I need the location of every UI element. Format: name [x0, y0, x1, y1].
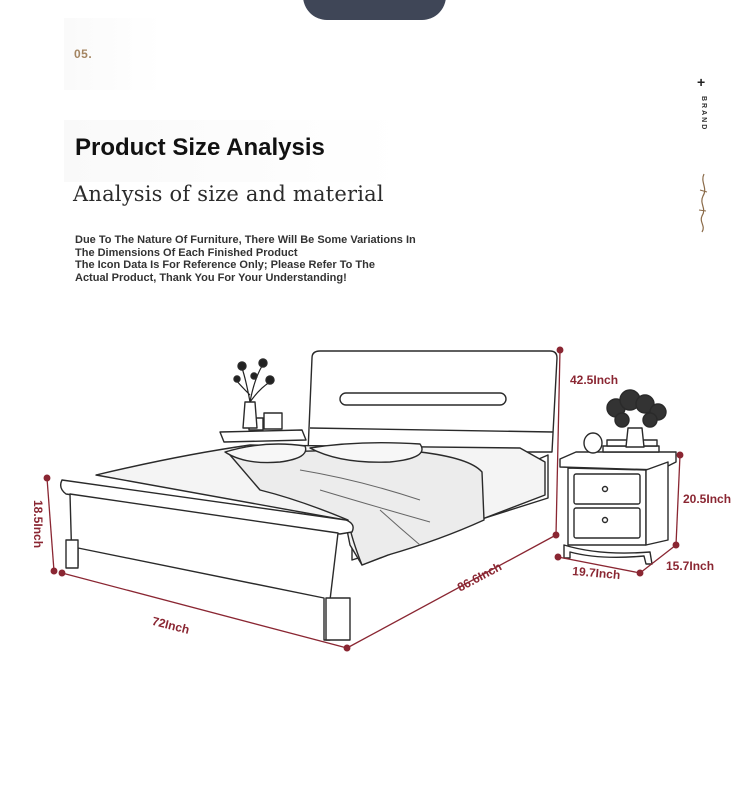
vase-right [626, 428, 644, 447]
dimension-bed-side-height: 18.5Inch [31, 500, 45, 549]
notice-line: The Icon Data Is For Reference Only; Please Refer To The [75, 259, 375, 271]
brand-label: BRAND [700, 96, 707, 132]
left-nightstand [220, 430, 306, 442]
dimension-bed-width: 72Inch [150, 614, 191, 637]
dimension-nightstand-width: 19.7Inch [571, 564, 621, 583]
dimension-nightstand-depth: 15.7Inch [666, 559, 715, 573]
notice-line: Actual Product, Thank You For Your Understanding! [75, 271, 347, 284]
drawer-bottom [574, 508, 640, 538]
notice-line: Due To The Nature Of Furniture, There Will Be Some Variations In [75, 234, 416, 246]
vase-left [243, 402, 257, 428]
notice-line: The Dimensions Of Each Finished Product [75, 246, 298, 259]
page-title: Product Size Analysis [75, 134, 325, 161]
dimension-nightstand-height: 20.5Inch [683, 492, 732, 506]
section-number: 05. [74, 47, 93, 61]
brand-plus-icon: + [697, 74, 706, 90]
headboard-slot [340, 393, 506, 405]
bowl [584, 433, 602, 453]
page-subtitle: Analysis of size and material [73, 182, 384, 206]
dimension-headboard-height: 42.5Inch [570, 373, 619, 387]
dimension-bed-length: 86.6Inch [455, 559, 504, 595]
